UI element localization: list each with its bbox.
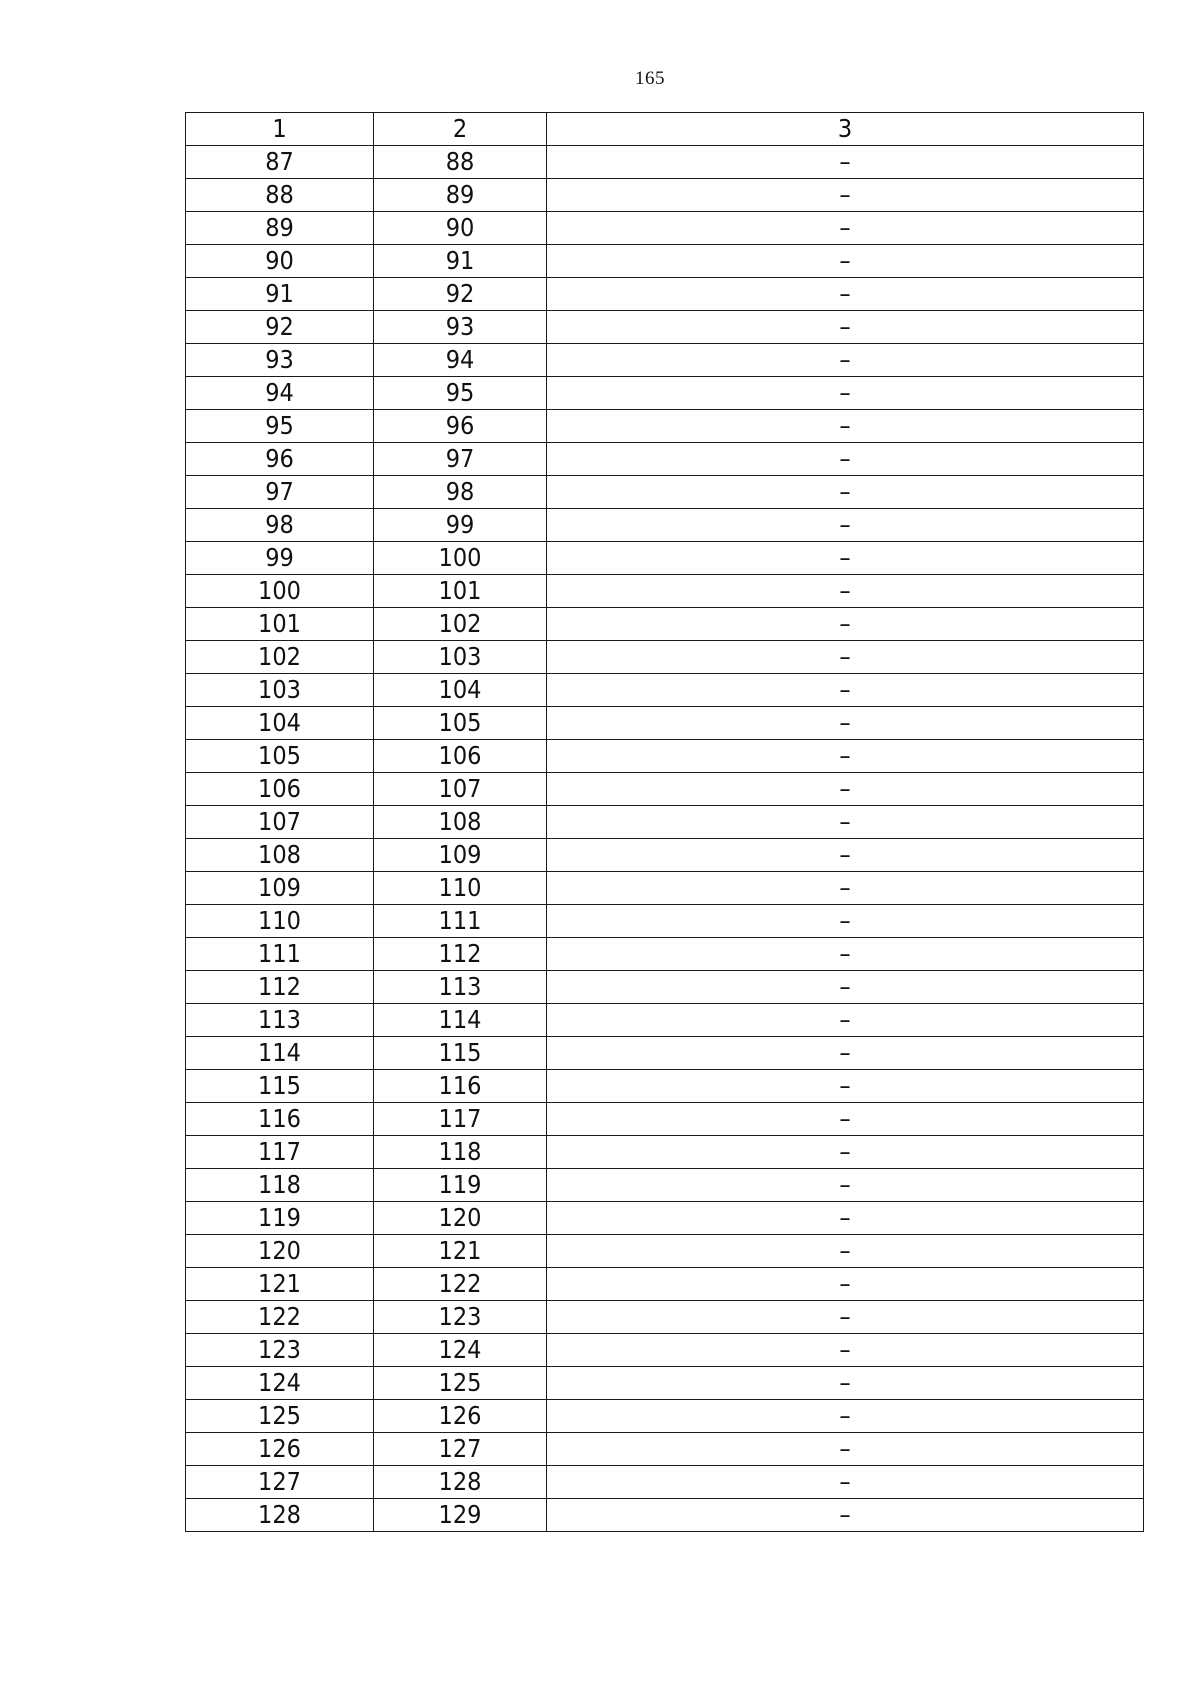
table-cell-col-2: 112 (374, 938, 547, 971)
table-cell-col-3: – (547, 575, 1144, 608)
table-cell-col-2: 121 (374, 1235, 547, 1268)
table-row (186, 278, 1144, 311)
table-cell-col-1: 101 (186, 608, 374, 641)
table-row (186, 839, 1144, 872)
table-cell-col-1: 92 (186, 311, 374, 344)
table-cell-col-1: 125 (186, 1400, 374, 1433)
table-row (186, 740, 1144, 773)
table-cell-col-3: – (547, 971, 1144, 1004)
table-cell-col-2: 108 (374, 806, 547, 839)
table-row (186, 344, 1144, 377)
table-row (186, 410, 1144, 443)
table-cell-col-3: – (547, 278, 1144, 311)
table-cell-col-3: – (547, 1268, 1144, 1301)
table-row (186, 707, 1144, 740)
table-cell-col-1: 103 (186, 674, 374, 707)
table-row (186, 377, 1144, 410)
table-cell-col-1: 97 (186, 476, 374, 509)
table-row (186, 575, 1144, 608)
table-cell-col-3: – (547, 1235, 1144, 1268)
table-cell-col-3: – (547, 311, 1144, 344)
table-cell-col-2: 124 (374, 1334, 547, 1367)
table-cell-col-2: 123 (374, 1301, 547, 1334)
table-cell-col-2: 113 (374, 971, 547, 1004)
table-cell-col-1: 98 (186, 509, 374, 542)
table-row (186, 608, 1144, 641)
table-cell-col-3: – (547, 806, 1144, 839)
table-cell-col-1: 105 (186, 740, 374, 773)
data-table (185, 112, 1144, 1532)
table-cell-col-2: 100 (374, 542, 547, 575)
table-cell-col-2: 97 (374, 443, 547, 476)
table-cell-col-3: – (547, 443, 1144, 476)
table-cell-col-3: – (547, 641, 1144, 674)
table-cell-col-2: 126 (374, 1400, 547, 1433)
table-row (186, 641, 1144, 674)
table-cell-col-3: – (547, 1499, 1144, 1532)
table-cell-col-3: – (547, 740, 1144, 773)
table-cell-col-1: 104 (186, 707, 374, 740)
table-cell-col-3: – (547, 1334, 1144, 1367)
table-row (186, 806, 1144, 839)
table-cell-col-2: 91 (374, 245, 547, 278)
table-cell-col-1: 126 (186, 1433, 374, 1466)
table-cell-col-3: – (547, 1400, 1144, 1433)
table-row (186, 1004, 1144, 1037)
table-cell-col-2: 95 (374, 377, 547, 410)
table-cell-col-2: 93 (374, 311, 547, 344)
table-row (186, 1169, 1144, 1202)
table-cell-col-1: 107 (186, 806, 374, 839)
table-cell-col-2: 114 (374, 1004, 547, 1037)
table-cell-col-2: 94 (374, 344, 547, 377)
table-row (186, 1037, 1144, 1070)
table-cell-col-1: 127 (186, 1466, 374, 1499)
table-cell-col-3: – (547, 146, 1144, 179)
table-cell-col-1: 128 (186, 1499, 374, 1532)
table-row (186, 1400, 1144, 1433)
table-cell-col-1: 90 (186, 245, 374, 278)
table-cell-col-1: 102 (186, 641, 374, 674)
table-cell-col-2: 98 (374, 476, 547, 509)
column-header-2: 2 (374, 113, 547, 146)
column-header-1: 1 (186, 113, 374, 146)
table-row (186, 146, 1144, 179)
table-cell-col-1: 122 (186, 1301, 374, 1334)
table-cell-col-1: 95 (186, 410, 374, 443)
table-cell-col-3: – (547, 1301, 1144, 1334)
table-cell-col-3: – (547, 1136, 1144, 1169)
table-cell-col-1: 87 (186, 146, 374, 179)
table-cell-col-3: – (547, 707, 1144, 740)
table-cell-col-2: 107 (374, 773, 547, 806)
table-cell-col-3: – (547, 344, 1144, 377)
table-cell-col-2: 92 (374, 278, 547, 311)
table-row (186, 542, 1144, 575)
table-cell-col-3: – (547, 905, 1144, 938)
table-row (186, 1235, 1144, 1268)
table-row (186, 1466, 1144, 1499)
table-cell-col-1: 91 (186, 278, 374, 311)
table-row (186, 509, 1144, 542)
table-row (186, 212, 1144, 245)
table-cell-col-1: 88 (186, 179, 374, 212)
table-row (186, 476, 1144, 509)
table-cell-col-2: 125 (374, 1367, 547, 1400)
table-row (186, 1367, 1144, 1400)
table-cell-col-1: 106 (186, 773, 374, 806)
table-cell-col-2: 106 (374, 740, 547, 773)
table-cell-col-1: 118 (186, 1169, 374, 1202)
table-cell-col-1: 100 (186, 575, 374, 608)
table-cell-col-1: 116 (186, 1103, 374, 1136)
table-cell-col-2: 118 (374, 1136, 547, 1169)
table-cell-col-1: 94 (186, 377, 374, 410)
table-cell-col-1: 89 (186, 212, 374, 245)
table-row (186, 1334, 1144, 1367)
table-row (186, 905, 1144, 938)
table-cell-col-2: 105 (374, 707, 547, 740)
table-cell-col-3: – (547, 773, 1144, 806)
table-cell-col-1: 110 (186, 905, 374, 938)
table-row (186, 311, 1144, 344)
table-cell-col-3: – (547, 1433, 1144, 1466)
table-row (186, 245, 1144, 278)
table-row (186, 872, 1144, 905)
table-row (186, 938, 1144, 971)
table-row (186, 179, 1144, 212)
table-cell-col-3: – (547, 410, 1144, 443)
table-cell-col-2: 129 (374, 1499, 547, 1532)
table-cell-col-2: 116 (374, 1070, 547, 1103)
table-cell-col-3: – (547, 1037, 1144, 1070)
table-row (186, 773, 1144, 806)
table-cell-col-2: 89 (374, 179, 547, 212)
table-cell-col-2: 117 (374, 1103, 547, 1136)
table-cell-col-3: – (547, 1070, 1144, 1103)
table-cell-col-2: 119 (374, 1169, 547, 1202)
table-cell-col-1: 123 (186, 1334, 374, 1367)
table-cell-col-3: – (547, 179, 1144, 212)
table-cell-col-2: 90 (374, 212, 547, 245)
table-header-row (186, 113, 1144, 146)
table-row (186, 1136, 1144, 1169)
table-cell-col-3: – (547, 542, 1144, 575)
table-cell-col-3: – (547, 245, 1144, 278)
table-cell-col-3: – (547, 509, 1144, 542)
table-cell-col-2: 104 (374, 674, 547, 707)
table-row (186, 1499, 1144, 1532)
table-cell-col-3: – (547, 1202, 1144, 1235)
table-cell-col-3: – (547, 377, 1144, 410)
table-cell-col-1: 112 (186, 971, 374, 1004)
table-cell-col-3: – (547, 1367, 1144, 1400)
table-cell-col-1: 121 (186, 1268, 374, 1301)
table-cell-col-1: 119 (186, 1202, 374, 1235)
table-cell-col-2: 122 (374, 1268, 547, 1301)
table-body (186, 113, 1144, 1532)
table-cell-col-2: 120 (374, 1202, 547, 1235)
table-cell-col-3: – (547, 1103, 1144, 1136)
table-cell-col-1: 120 (186, 1235, 374, 1268)
table-cell-col-3: – (547, 872, 1144, 905)
table-row (186, 1202, 1144, 1235)
table-cell-col-3: – (547, 1466, 1144, 1499)
table-cell-col-2: 127 (374, 1433, 547, 1466)
table-cell-col-2: 101 (374, 575, 547, 608)
table-row (186, 1433, 1144, 1466)
table-cell-col-1: 115 (186, 1070, 374, 1103)
table-cell-col-1: 93 (186, 344, 374, 377)
column-header-3: 3 (547, 113, 1144, 146)
table-row (186, 443, 1144, 476)
table-cell-col-3: – (547, 1004, 1144, 1037)
table-cell-col-1: 109 (186, 872, 374, 905)
table-cell-col-1: 114 (186, 1037, 374, 1070)
table-cell-col-1: 108 (186, 839, 374, 872)
table-cell-col-3: – (547, 839, 1144, 872)
table-row (186, 1070, 1144, 1103)
table-row (186, 1103, 1144, 1136)
table-cell-col-2: 110 (374, 872, 547, 905)
table-row (186, 674, 1144, 707)
table-cell-col-1: 96 (186, 443, 374, 476)
table-cell-col-1: 113 (186, 1004, 374, 1037)
table-cell-col-1: 99 (186, 542, 374, 575)
table-row (186, 971, 1144, 1004)
table-cell-col-2: 96 (374, 410, 547, 443)
table-cell-col-2: 102 (374, 608, 547, 641)
table-cell-col-3: – (547, 608, 1144, 641)
table-cell-col-3: – (547, 674, 1144, 707)
table-cell-col-2: 111 (374, 905, 547, 938)
table-cell-col-2: 109 (374, 839, 547, 872)
page-number: 165 (635, 68, 665, 89)
table-cell-col-2: 103 (374, 641, 547, 674)
table-row (186, 1301, 1144, 1334)
table-cell-col-1: 111 (186, 938, 374, 971)
table-cell-col-2: 88 (374, 146, 547, 179)
table-cell-col-1: 117 (186, 1136, 374, 1169)
table-cell-col-3: – (547, 938, 1144, 971)
table-cell-col-1: 124 (186, 1367, 374, 1400)
table-row (186, 1268, 1144, 1301)
table-cell-col-2: 99 (374, 509, 547, 542)
table-cell-col-3: – (547, 476, 1144, 509)
table-cell-col-2: 128 (374, 1466, 547, 1499)
table-cell-col-3: – (547, 1169, 1144, 1202)
table-cell-col-3: – (547, 212, 1144, 245)
table-cell-col-2: 115 (374, 1037, 547, 1070)
